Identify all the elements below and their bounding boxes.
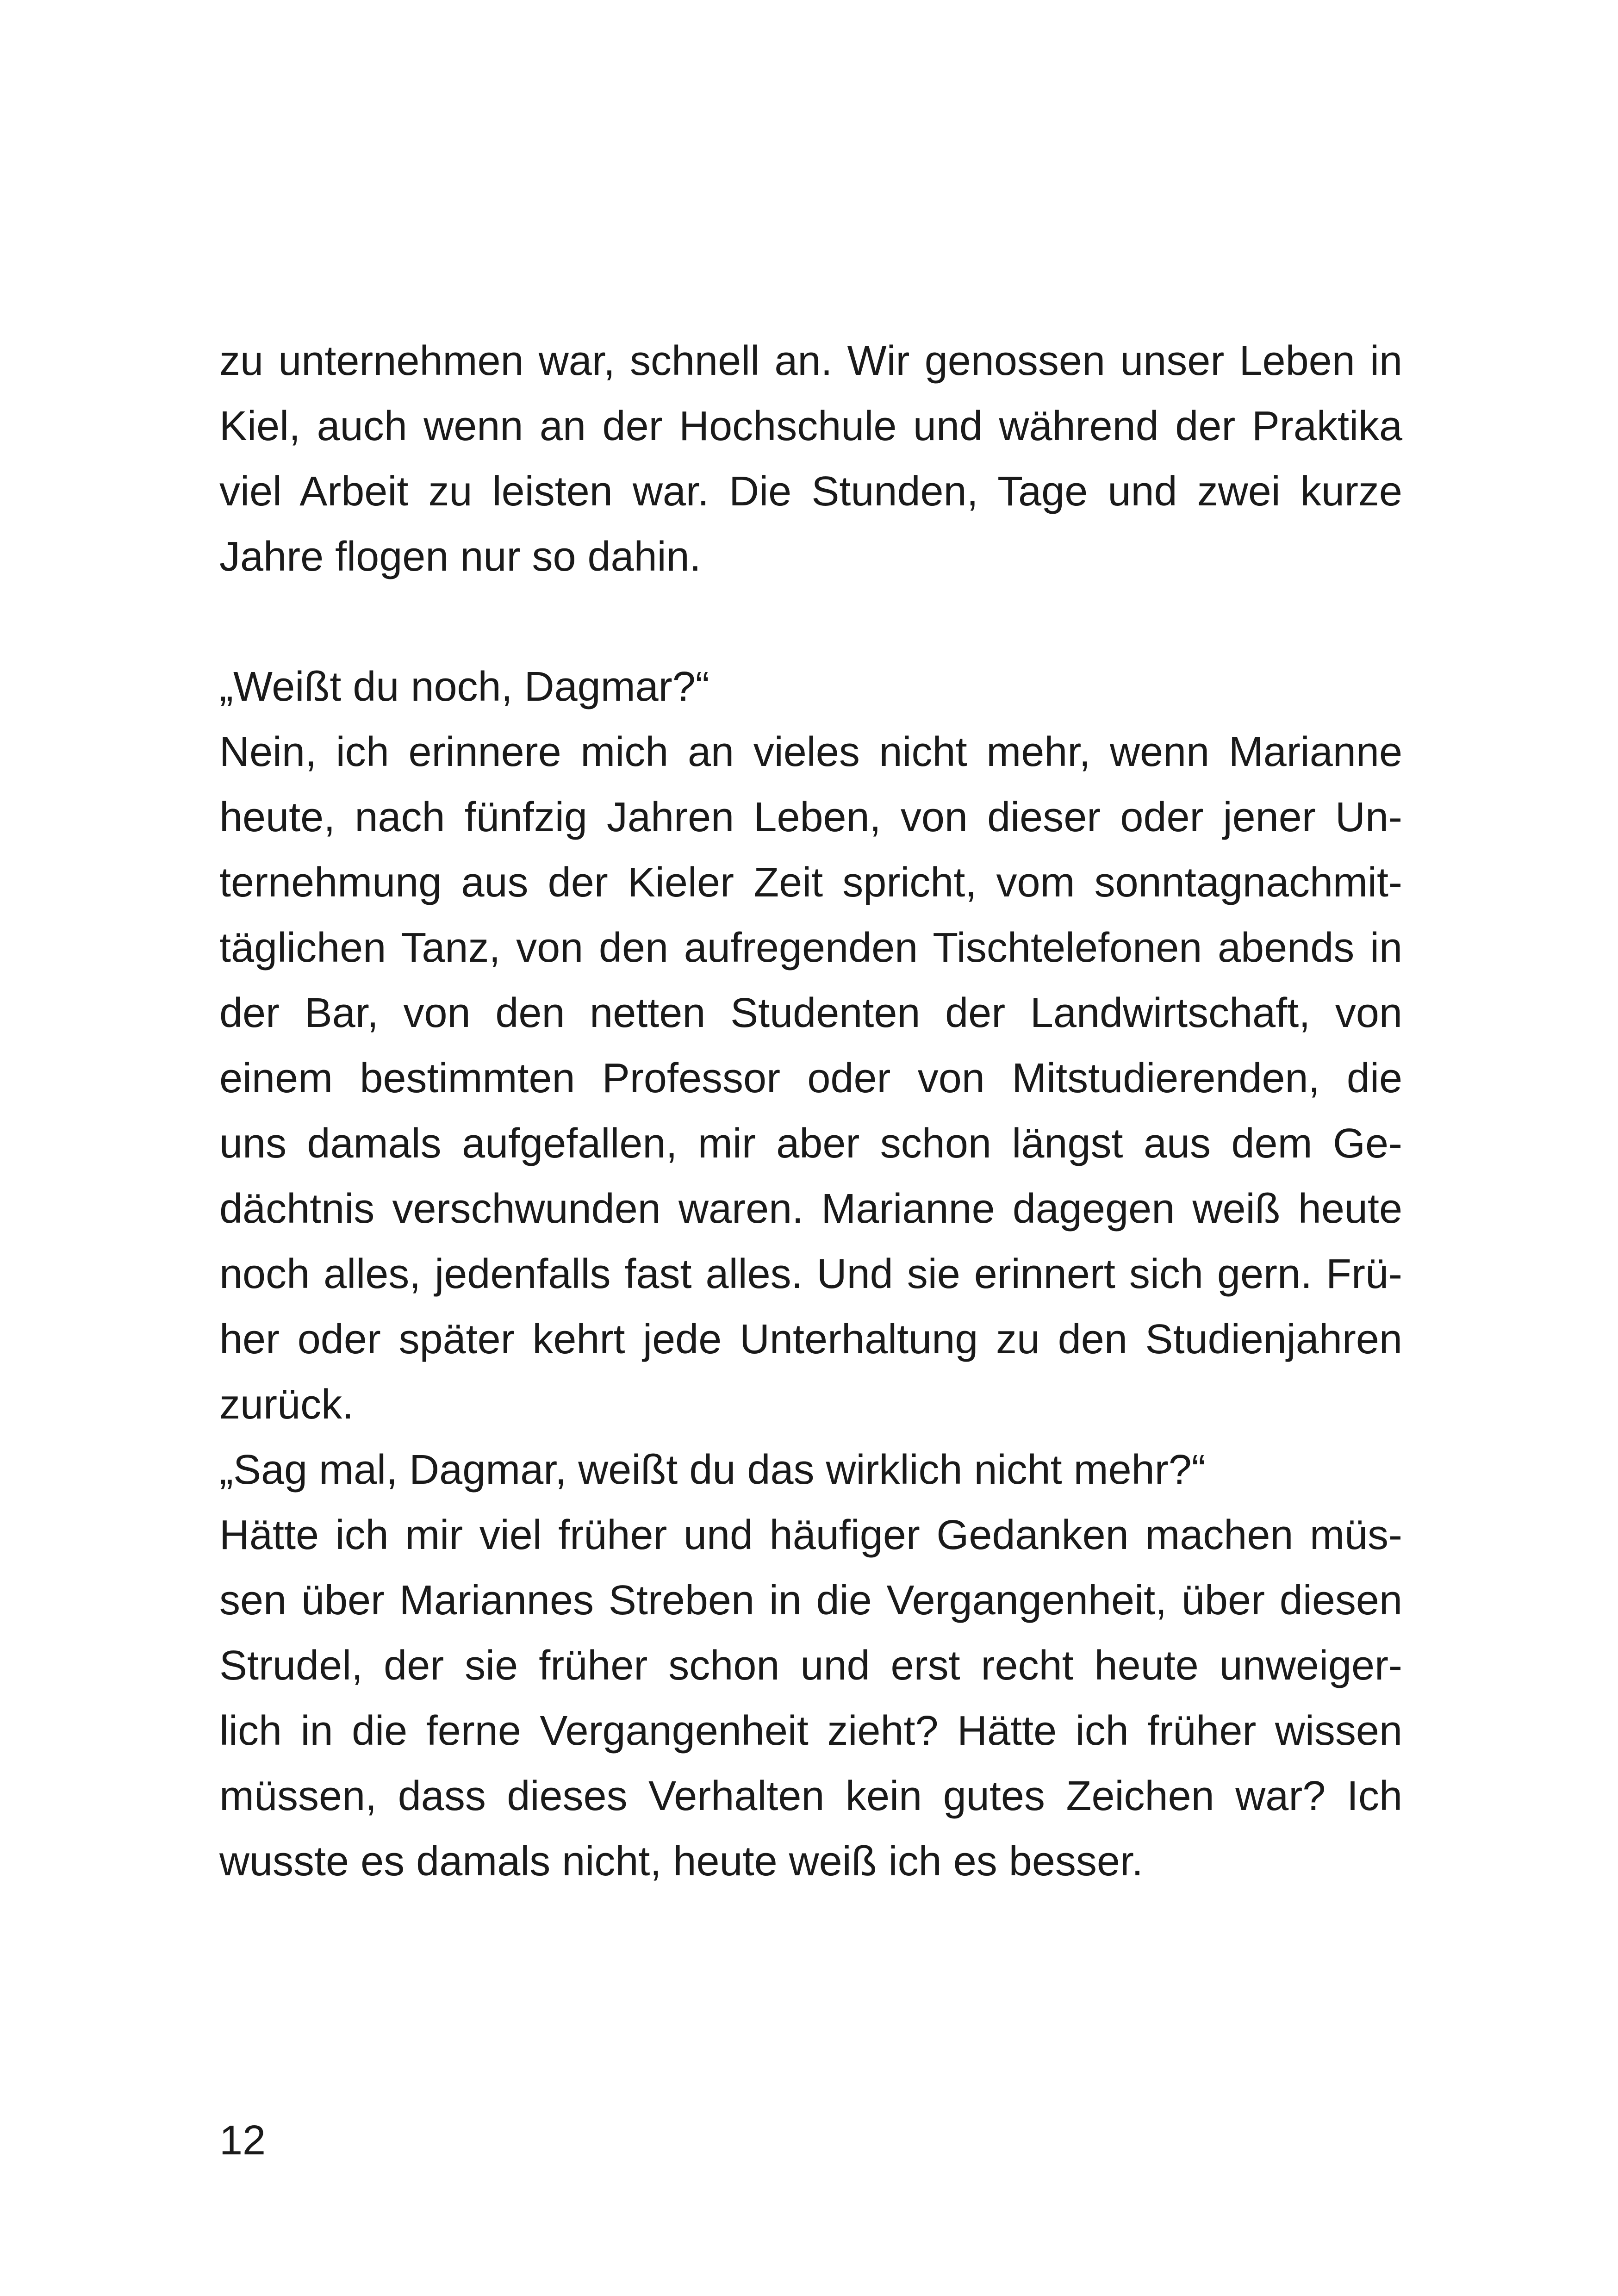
text-line: Kiel, auch wenn an der Hochschule und während der Praktika — [219, 403, 1402, 449]
text-line: uns damals aufgefallen, mir aber schon längst aus dem Ge- — [219, 1120, 1402, 1167]
paragraph-continuation — [219, 329, 1402, 590]
text-line: täglichen Tanz, von den aufregenden Tischtelefonen abends in — [219, 925, 1402, 971]
text-line: sen über Mariannes Streben in die Vergangenheit, über diesen — [219, 1577, 1402, 1624]
text-line: dächtnis verschwunden waren. Marianne dagegen weiß heute — [219, 1186, 1402, 1232]
text-line: der Bar, von den netten Studenten der Landwirtschaft, von — [219, 990, 1402, 1036]
text-line: noch alles, jedenfalls fast alles. Und sie erinnert sich gern. Frü- — [219, 1251, 1402, 1297]
page-number: 12 — [219, 2117, 266, 2164]
text-line: Nein, ich erinnere mich an vieles nicht mehr, wenn Marianne — [219, 729, 1402, 775]
text-line: Jahre flogen nur so dahin. — [219, 534, 701, 580]
text-line: wusste es damals nicht, heute weiß ich es besser. — [219, 1838, 1143, 1885]
text-line: lich in die ferne Vergangenheit zieht? Hätte ich früher wissen — [219, 1708, 1402, 1754]
text-line: zu unternehmen war, schnell an. Wir genossen unser Leben in — [219, 338, 1402, 384]
text-line: Hätte ich mir viel früher und häufiger Gedanken machen müs- — [219, 1512, 1402, 1558]
text-line: müssen, dass dieses Verhalten kein gutes Zeichen war? Ich — [219, 1773, 1402, 1819]
text-line: ternehmung aus der Kieler Zeit spricht, vom sonntagnachmit- — [219, 859, 1402, 906]
dialogue-line: „Sag mal, Dagmar, weißt du das wirklich nicht mehr?“ — [219, 1447, 1206, 1493]
text-line: Strudel, der sie früher schon und erst recht heute unweiger- — [219, 1643, 1402, 1689]
text-line: viel Arbeit zu leisten war. Die Stunden, Tage und zwei kurze — [219, 468, 1402, 515]
dialogue-line: „Weißt du noch, Dagmar?“ — [219, 664, 709, 710]
text-line: heute, nach fünfzig Jahren Leben, von dieser oder jener Un- — [219, 794, 1402, 840]
paragraph-dialogue — [219, 654, 1402, 1894]
text-line: einem bestimmten Professor oder von Mitstudierenden, die — [219, 1055, 1402, 1101]
text-line: her oder später kehrt jede Unterhaltung zu den Studienjahren — [219, 1316, 1402, 1363]
text-line: zurück. — [219, 1381, 354, 1428]
